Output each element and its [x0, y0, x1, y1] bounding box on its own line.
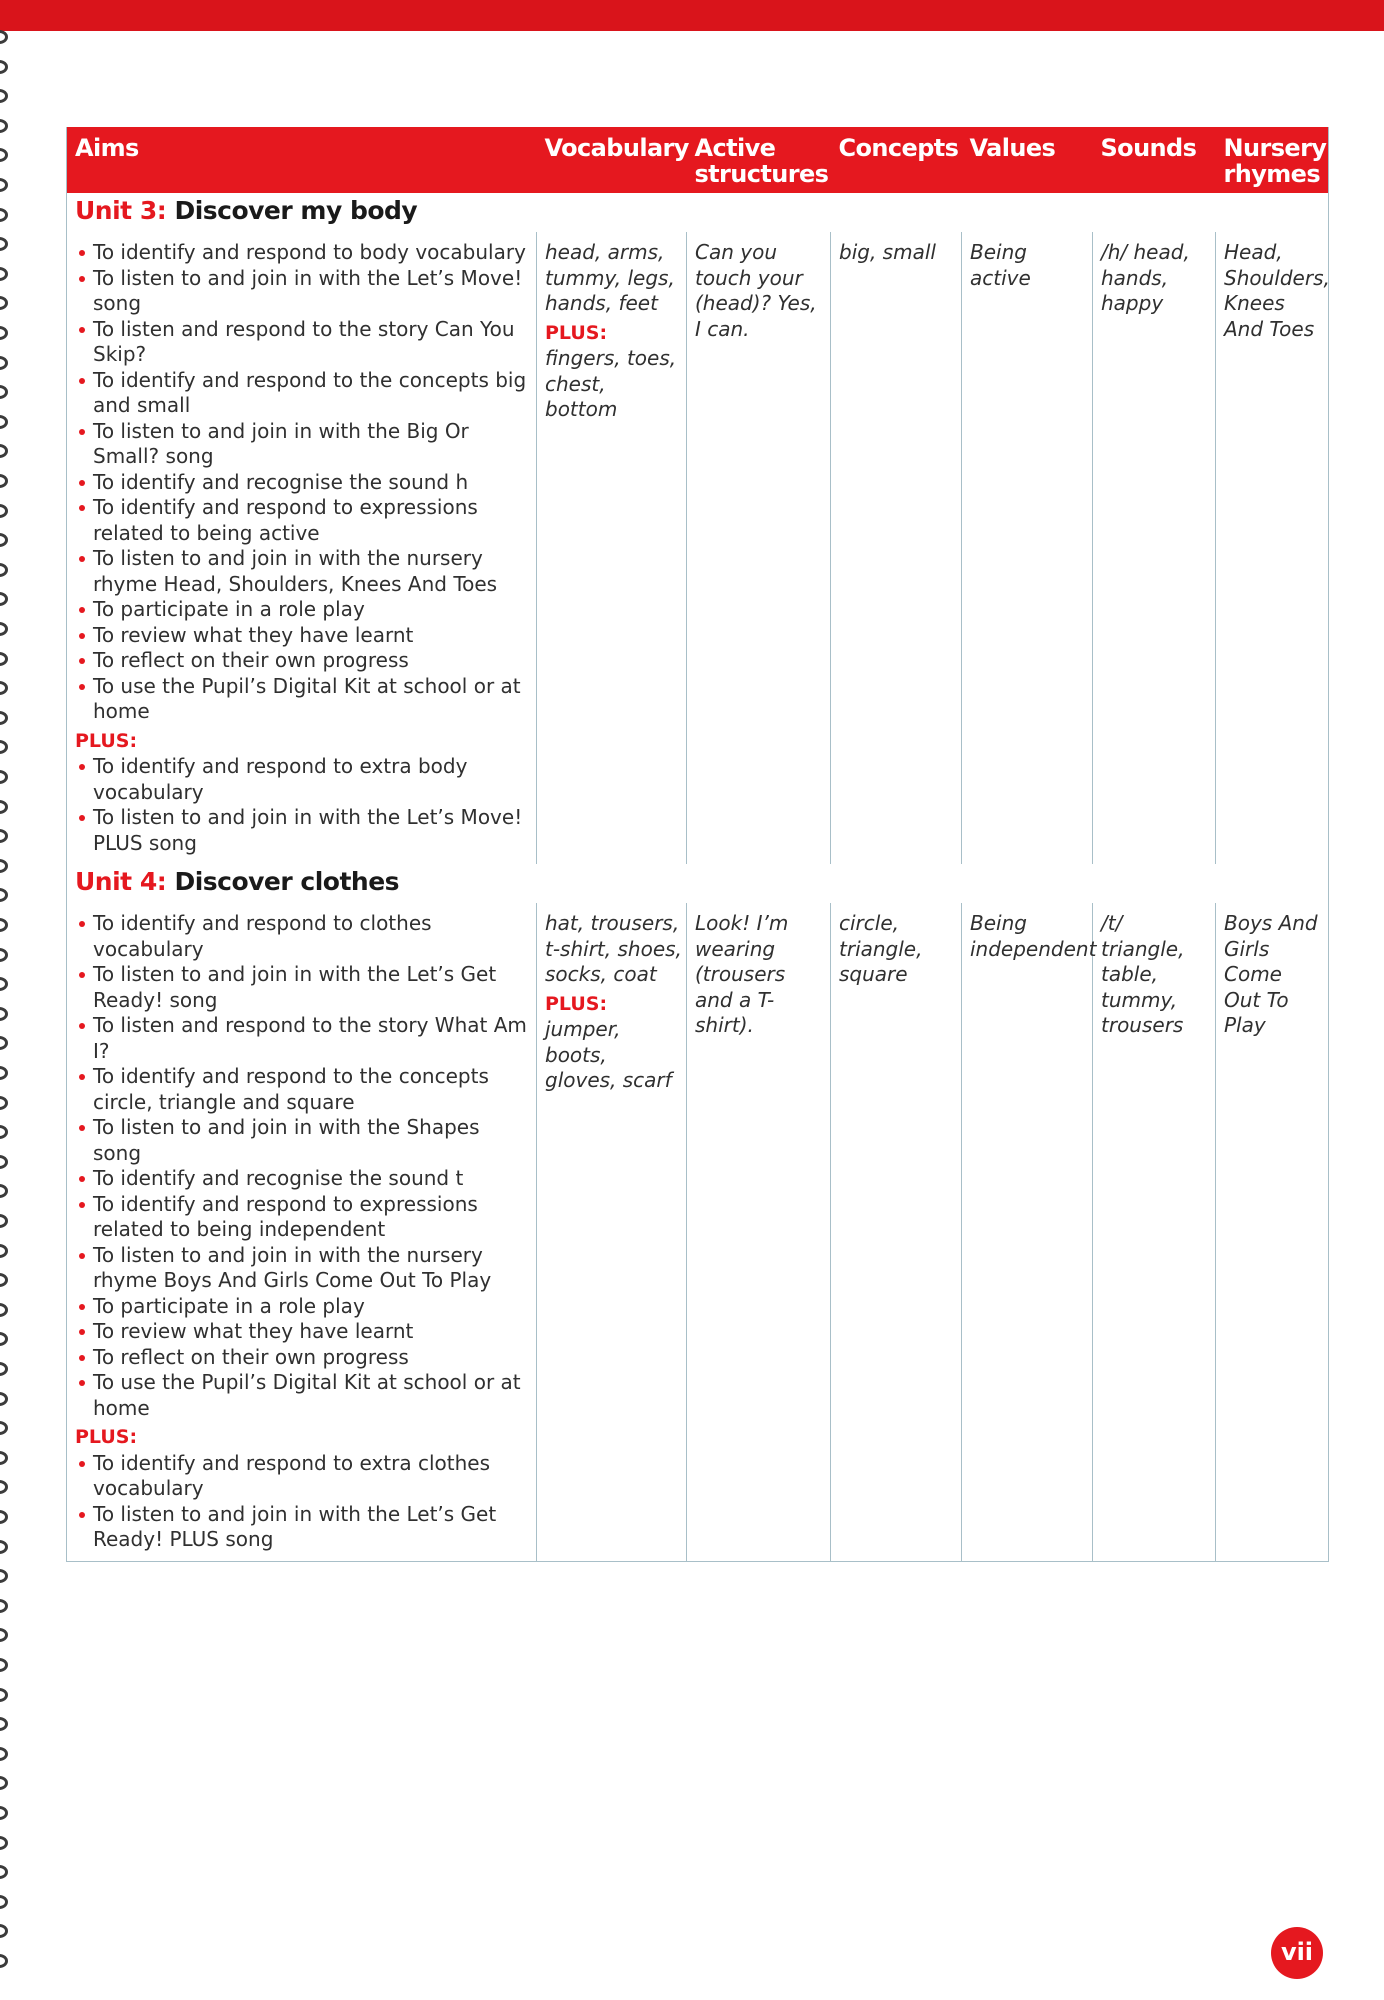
binding-ring: [0, 1599, 8, 1613]
col-header-concepts: Concepts: [831, 127, 962, 193]
binding-ring: [0, 326, 8, 340]
unit-number: Unit 4:: [75, 867, 167, 896]
plus-aim-item: To listen to and join in with the Let’s Move! PLUS song: [75, 805, 532, 856]
sounds-cell: /h/ head, hands, happy: [1093, 232, 1216, 864]
vocabulary-plus: jumper, boots, gloves, scarf: [545, 1017, 672, 1092]
unit-content-row: [67, 232, 1329, 864]
vocabulary-core: head, arms, tummy, legs, hands, feet: [545, 240, 675, 315]
binding-ring: [0, 622, 8, 636]
aims-plus-label: PLUS:: [75, 729, 138, 752]
aim-item: To listen to and join in with the Big Or Small? song: [75, 419, 532, 470]
binding-ring: [0, 1303, 8, 1317]
binding-ring: [0, 267, 8, 281]
binding-ring: [0, 1273, 8, 1287]
binding-ring: [0, 1036, 8, 1050]
vocabulary-plus-label: PLUS:: [545, 321, 608, 344]
aim-item: To participate in a role play: [75, 597, 532, 623]
col-header-aims: Aims: [67, 127, 537, 193]
aim-item: To identify and respond to expressions related to being independent: [75, 1192, 532, 1243]
binding-ring: [0, 237, 8, 251]
aims-list: [75, 240, 532, 725]
binding-ring: [0, 1451, 8, 1465]
binding-ring: [0, 770, 8, 784]
aims-plus-label: PLUS:: [75, 1426, 138, 1448]
nursery-rhymes-cell: Boys And Girls Come Out To Play: [1216, 903, 1329, 1561]
col-header-sounds: Sounds: [1093, 127, 1216, 193]
binding-ring: [0, 1244, 8, 1258]
col-header-values: Values: [962, 127, 1093, 193]
binding-ring: [0, 1658, 8, 1672]
binding-ring: [0, 800, 8, 814]
aims-cell: [67, 232, 537, 864]
aim-item: To identify and respond to expressions related to being active: [75, 495, 532, 546]
active-structures-cell: Look! I’m wearing (trousers and a T-shirt).: [687, 903, 831, 1561]
aim-item: To listen and respond to the story Can You Skip?: [75, 317, 532, 368]
binding-ring: [0, 1954, 8, 1968]
binding-ring: [0, 415, 8, 429]
aim-item: To participate in a role play: [75, 1294, 532, 1320]
binding-ring: [0, 1184, 8, 1198]
unit-title: Discover my body: [174, 196, 418, 225]
plus-aims-list: [75, 754, 532, 856]
values-cell: Being active: [962, 232, 1093, 864]
sounds-cell: /t/ triangle, table, tummy, trousers: [1093, 903, 1216, 1561]
binding-ring: [0, 1688, 8, 1702]
binding-ring: [0, 1717, 8, 1731]
binding-ring: [0, 948, 8, 962]
vocabulary-plus: fingers, toes, chest, bottom: [545, 346, 677, 421]
col-header-vocabulary: Vocabulary: [537, 127, 687, 193]
binding-ring: [0, 474, 8, 488]
unit-content-row: [67, 903, 1329, 1561]
unit-heading: [67, 193, 1329, 232]
aim-item: To identify and respond to clothes vocabulary: [75, 911, 532, 962]
binding-ring: [0, 1747, 8, 1761]
aim-item: To reflect on their own progress: [75, 1345, 532, 1371]
binding-ring: [0, 1125, 8, 1139]
binding-ring: [0, 296, 8, 310]
col-header-nursery-rhymes: Nursery rhymes: [1216, 127, 1329, 193]
binding-ring: [0, 1480, 8, 1494]
binding-ring: [0, 681, 8, 695]
binding-ring: [0, 1510, 8, 1524]
unit-title: Discover clothes: [174, 867, 400, 896]
aim-item: To listen to and join in with the Shapes song: [75, 1115, 532, 1166]
spiral-binding: [0, 30, 16, 1990]
binding-ring: [0, 533, 8, 547]
aim-item: To identify and respond to the concepts circle, triangle and square: [75, 1064, 532, 1115]
aim-item: To listen to and join in with the nursery rhyme Head, Shoulders, Knees And Toes: [75, 546, 532, 597]
values-cell: Being independent: [962, 903, 1093, 1561]
vocabulary-core: hat, trousers, t-shirt, shoes, socks, coat: [545, 911, 682, 986]
binding-ring: [0, 711, 8, 725]
binding-ring: [0, 1836, 8, 1850]
binding-ring: [0, 1421, 8, 1435]
plus-aim-item: To listen to and join in with the Let’s Get Ready! PLUS song: [75, 1502, 532, 1553]
aim-item: To review what they have learnt: [75, 1319, 532, 1345]
unit-heading-row: [67, 193, 1329, 232]
binding-ring: [0, 504, 8, 518]
aims-cell: [67, 903, 537, 1561]
binding-ring: [0, 1806, 8, 1820]
aim-item: To identify and respond to the concepts big and small: [75, 368, 532, 419]
aim-item: To identify and recognise the sound h: [75, 470, 532, 496]
binding-ring: [0, 1865, 8, 1879]
unit-heading-row: [67, 864, 1329, 903]
aim-item: To review what they have learnt: [75, 623, 532, 649]
binding-ring: [0, 1155, 8, 1169]
binding-ring: [0, 1362, 8, 1376]
binding-ring: [0, 1096, 8, 1110]
binding-ring: [0, 652, 8, 666]
concepts-cell: circle, triangle, square: [831, 903, 962, 1561]
aim-item: To use the Pupil’s Digital Kit at school or at home: [75, 674, 532, 725]
binding-ring: [0, 829, 8, 843]
planning-table: [66, 127, 1329, 1562]
binding-ring: [0, 119, 8, 133]
concepts-cell: big, small: [831, 232, 962, 864]
binding-ring: [0, 1628, 8, 1642]
aim-item: To identify and respond to body vocabulary: [75, 240, 532, 266]
binding-ring: [0, 1895, 8, 1909]
aim-item: To listen to and join in with the Let’s Move! song: [75, 266, 532, 317]
binding-ring: [0, 89, 8, 103]
vocabulary-plus-label: PLUS:: [545, 992, 608, 1015]
aim-item: To listen and respond to the story What Am I?: [75, 1013, 532, 1064]
unit-heading: [67, 864, 1329, 903]
aims-list: [75, 911, 532, 1421]
binding-ring: [0, 1214, 8, 1228]
binding-ring: [0, 208, 8, 222]
binding-ring: [0, 1007, 8, 1021]
binding-ring: [0, 1392, 8, 1406]
binding-ring: [0, 148, 8, 162]
top-red-band: [0, 0, 1384, 31]
binding-ring: [0, 1924, 8, 1938]
plus-aims-list: [75, 1451, 532, 1553]
binding-ring: [0, 60, 8, 74]
vocabulary-cell: [537, 903, 687, 1561]
unit-number: Unit 3:: [75, 196, 167, 225]
binding-ring: [0, 178, 8, 192]
aim-item: To reflect on their own progress: [75, 648, 532, 674]
header-row: [67, 127, 1329, 193]
binding-ring: [0, 888, 8, 902]
plus-aim-item: To identify and respond to extra clothes vocabulary: [75, 1451, 532, 1502]
binding-ring: [0, 444, 8, 458]
binding-ring: [0, 356, 8, 370]
active-structures-cell: Can you touch your (head)? Yes, I can.: [687, 232, 831, 864]
col-header-active-structures: Active structures: [687, 127, 831, 193]
aim-item: To listen to and join in with the Let’s Get Ready! song: [75, 962, 532, 1013]
aim-item: To use the Pupil’s Digital Kit at school or at home: [75, 1370, 532, 1421]
binding-ring: [0, 918, 8, 932]
binding-ring: [0, 563, 8, 577]
aim-item: To listen to and join in with the nursery rhyme Boys And Girls Come Out To Play: [75, 1243, 532, 1294]
aim-item: To identify and recognise the sound t: [75, 1166, 532, 1192]
binding-ring: [0, 385, 8, 399]
nursery-rhymes-cell: Head, Shoulders, Knees And Toes: [1216, 232, 1329, 864]
binding-ring: [0, 977, 8, 991]
binding-ring: [0, 859, 8, 873]
vocabulary-cell: [537, 232, 687, 864]
binding-ring: [0, 1066, 8, 1080]
binding-ring: [0, 592, 8, 606]
binding-ring: [0, 1569, 8, 1583]
binding-ring: [0, 1332, 8, 1346]
binding-ring: [0, 1776, 8, 1790]
binding-ring: [0, 30, 8, 44]
page-number-badge: vii: [1271, 1927, 1323, 1979]
binding-ring: [0, 740, 8, 754]
binding-ring: [0, 1540, 8, 1554]
plus-aim-item: To identify and respond to extra body vocabulary: [75, 754, 532, 805]
